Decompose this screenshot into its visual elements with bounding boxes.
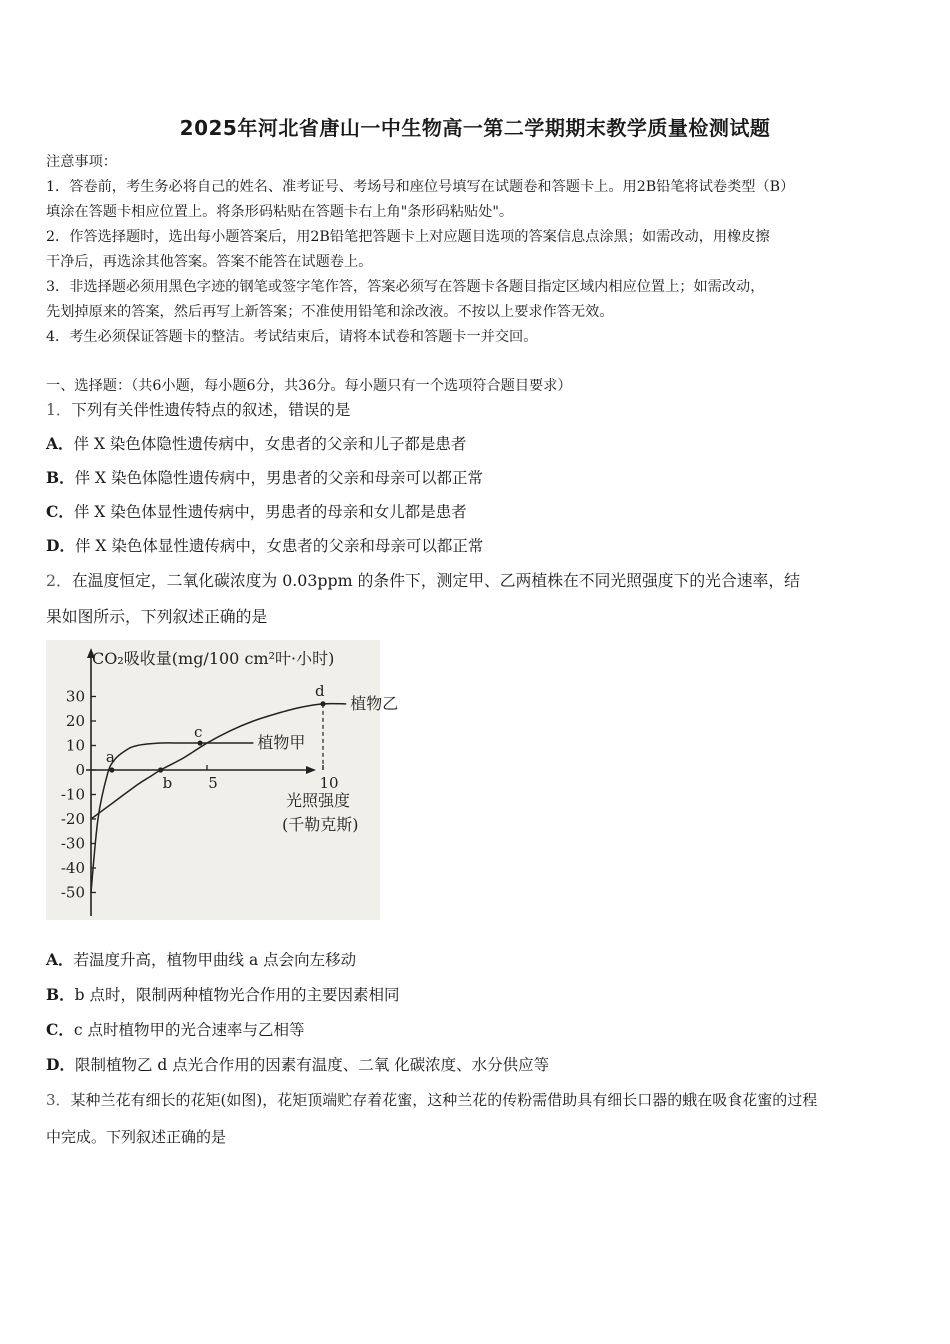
option-key: C． <box>46 1020 74 1039</box>
question-stem: 在温度恒定，二氧化碳浓度为 0.03ppm 的条件下，测定甲、乙两植株在不同光照强度下的光合速率，结 <box>71 571 800 590</box>
x-axis-arrow <box>306 766 316 774</box>
option-text: 伴 X 染色体隐性遗传病中，男患者的父亲和母亲可以都正常 <box>74 469 483 487</box>
y-tick-label: -30 <box>60 834 85 853</box>
option-a[interactable] <box>46 434 466 454</box>
option-d[interactable] <box>46 1055 549 1075</box>
point-a <box>109 767 114 772</box>
x-tick-label: 5 <box>208 774 218 792</box>
notice-line: 先划掉原来的答案，然后再写上新答案；不准使用铅笔和涂改液。不按以上要求作答无效。 <box>46 304 614 320</box>
point-b <box>158 767 163 772</box>
option-key: A． <box>46 950 74 969</box>
option-text: 伴 X 染色体显性遗传病中，男患者的母亲和女儿都是患者 <box>73 503 467 521</box>
option-text: 若温度升高，植物甲曲线 a 点会向左移动 <box>73 951 357 969</box>
question-number: 3． <box>46 1091 71 1109</box>
y-tick-label: -10 <box>60 785 85 804</box>
option-text: 限制植物乙 d 点光合作用的因素有温度、二氧 化碳浓度、水分供应等 <box>74 1056 550 1074</box>
photosynthesis-chart <box>46 640 399 920</box>
option-key: C． <box>46 502 74 521</box>
point-label-d: d <box>315 681 325 700</box>
section-heading: 一、选择题：（共6小题，每小题6分，共36分。每小题只有一个选项符合题目要求） <box>46 378 572 394</box>
option-key: A． <box>46 434 74 453</box>
option-key: B． <box>46 985 75 1004</box>
x-tick-label: 10 <box>319 774 339 792</box>
series-label-yi: 植物乙 <box>350 693 399 713</box>
y-tick-label: 30 <box>65 687 85 706</box>
option-b[interactable] <box>46 985 399 1005</box>
notice-line: 干净后，再选涂其他答案。答案不能答在试题卷上。 <box>46 254 373 270</box>
series-plant-jia-line <box>91 743 253 893</box>
question-number: 1． <box>46 401 72 419</box>
notice-line: 1．答卷前，考生务必将自己的姓名、准考证号、考场号和座位号填写在试题卷和答题卡上。用2B铅笔将试卷类型（B） <box>46 179 795 195</box>
question-stem: 某种兰花有细长的花矩(如图)，花矩顶端贮存着花蜜，这种兰花的传粉需借助具有细长口器的蛾在吸食花蜜的过程 <box>70 1091 818 1109</box>
option-d[interactable] <box>46 536 483 556</box>
question-3 <box>46 1090 817 1110</box>
point-d <box>320 701 325 706</box>
x-axis-label-line1: 光照强度 <box>286 791 351 810</box>
option-text: 伴 X 染色体隐性遗传病中，女患者的父亲和儿子都是患者 <box>73 435 467 453</box>
option-c[interactable] <box>46 1020 304 1040</box>
y-tick-label: 0 <box>75 761 85 779</box>
question-2 <box>46 571 800 591</box>
notice-line: 2．作答选择题时，选出每小题答案后，用2B铅笔把答题卡上对应题目选项的答案信息点涂黑；如需改动，用橡皮擦 <box>46 229 770 245</box>
notice-line: 填涂在答题卡相应位置上。将条形码粘贴在答题卡右上角"条形码粘贴处"。 <box>46 204 514 220</box>
question-1 <box>46 400 350 420</box>
option-b[interactable] <box>46 468 483 488</box>
question-stem: 下列有关伴性遗传特点的叙述，错误的是 <box>71 401 351 419</box>
question-2-cont: 果如图所示，下列叙述正确的是 <box>46 607 268 626</box>
option-a[interactable] <box>46 950 356 970</box>
x-axis-label-line2: (千勒克斯) <box>282 815 359 834</box>
point-label-c: c <box>194 723 203 742</box>
y-axis-label: CO₂吸收量(mg/100 cm²叶·小时) <box>92 649 335 668</box>
option-text: b 点时，限制两种植物光合作用的主要因素相同 <box>74 986 400 1004</box>
option-text: c 点时植物甲的光合速率与乙相等 <box>73 1021 305 1039</box>
option-key: D． <box>46 1055 75 1074</box>
option-key: D． <box>46 536 75 555</box>
notice-line: 4．考生必须保证答题卡的整洁。考试结束后，请将本试卷和答题卡一并交回。 <box>46 329 538 345</box>
y-tick-label: 20 <box>65 712 85 730</box>
option-text: 伴 X 染色体显性遗传病中，女患者的父亲和母亲可以都正常 <box>74 537 484 555</box>
y-tick-label: -40 <box>60 859 85 877</box>
option-key: B． <box>46 468 75 487</box>
y-tick-label: 10 <box>65 736 85 755</box>
notice-line: 3．非选择题必须用黑色字迹的钢笔或签字笔作答，答案必须写在答题卡各题目指定区域内相应位置上；如需改动， <box>46 279 765 295</box>
page-title: 2025年河北省唐山一中生物高一第二学期期末教学质量检测试题 <box>179 116 771 140</box>
option-c[interactable] <box>46 502 467 522</box>
point-label-a: a <box>105 748 115 766</box>
question-number: 2． <box>46 571 72 590</box>
point-c <box>197 740 202 745</box>
question-3-cont: 中完成。下列叙述正确的是 <box>46 1128 227 1146</box>
series-label-jia: 植物甲 <box>257 733 306 753</box>
point-label-b: b <box>162 774 173 792</box>
y-tick-label: -20 <box>60 810 85 828</box>
chart-svg <box>46 640 399 920</box>
notice-heading: 注意事项： <box>46 154 117 170</box>
y-tick-label: -50 <box>60 883 85 902</box>
